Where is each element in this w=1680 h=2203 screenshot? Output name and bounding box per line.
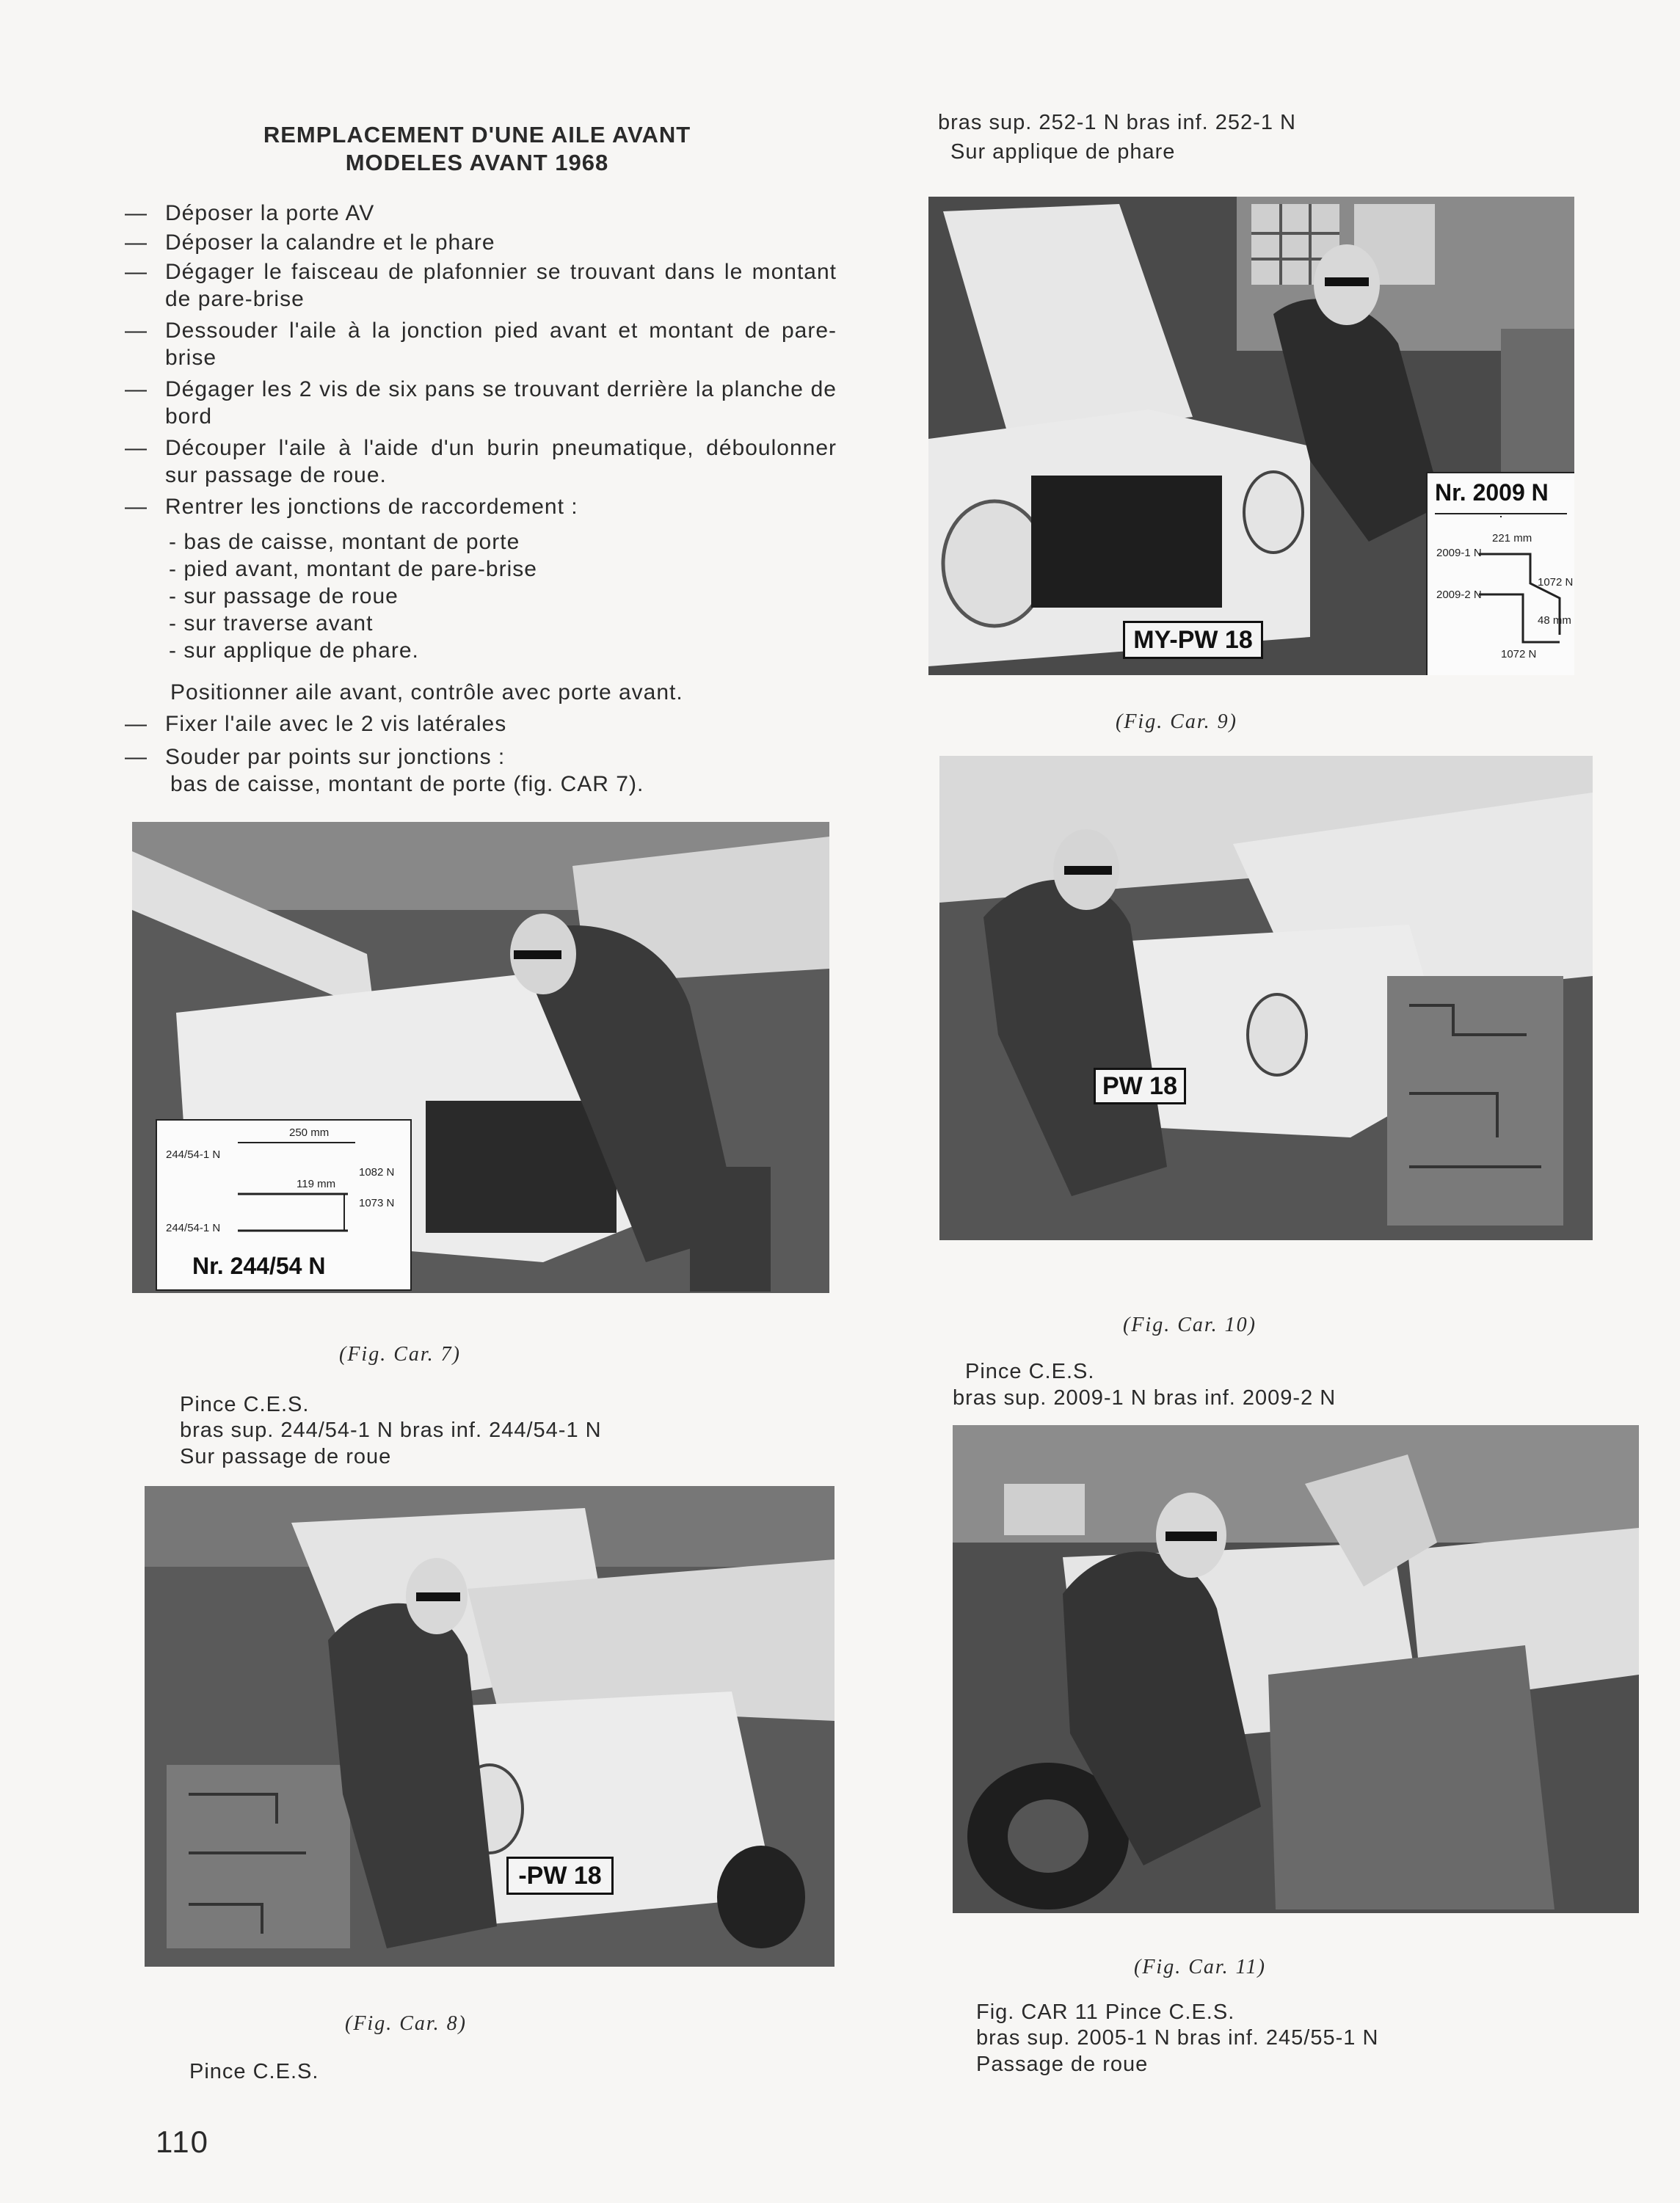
inset-fig7-text: 250 mm — [289, 1126, 330, 1139]
tool-diagram-fig9 — [1428, 473, 1574, 675]
step-text: Rentrer les jonctions de raccordement : — [165, 495, 578, 519]
step-item — [125, 200, 837, 227]
inset-fig7-text: 1073 N — [359, 1197, 395, 1209]
step-text: Dessouder l'aile à la jonction pied avant et montant de pare-brise — [165, 318, 837, 370]
caption-fig7: (Fig. Car. 7) — [339, 1343, 461, 1366]
step-text: Déposer la porte AV — [165, 201, 375, 225]
inset-fig7-text: 1082 N — [359, 1166, 395, 1179]
photo-fig9 — [928, 197, 1574, 675]
fig11-desc1: Fig. CAR 11 Pince C.E.S. — [976, 2000, 1235, 2024]
step-item — [125, 317, 837, 371]
step-text: Dégager les 2 vis de six pans se trouvant derrière la planche de bord — [165, 377, 837, 429]
photo-fig11 — [953, 1425, 1639, 1913]
inset-fig9-label: Nr. 2009 N — [1435, 479, 1549, 506]
license-plate-fig10: PW 18 — [1094, 1068, 1186, 1104]
step-dash: — — [125, 712, 148, 736]
step-item — [125, 493, 837, 520]
photo-fig11-illustration — [953, 1425, 1639, 1913]
junction-item: - sur passage de roue — [169, 584, 399, 608]
inset-fig9-text: 1072 N — [1538, 576, 1574, 589]
photo-fig8 — [145, 1486, 834, 1967]
caption-fig10: (Fig. Car. 10) — [1123, 1314, 1257, 1336]
step-item — [125, 710, 837, 738]
junction-item: - sur applique de phare. — [169, 638, 419, 663]
step-item — [125, 258, 837, 313]
junction-item: - pied avant, montant de pare-brise — [169, 557, 537, 581]
caption-fig8: (Fig. Car. 8) — [345, 2012, 467, 2035]
photo-fig8-illustration — [145, 1486, 834, 1967]
inset-fig7-text: 119 mm — [297, 1178, 336, 1190]
step-text: Fixer l'aile avec le 2 vis latérales — [165, 712, 507, 736]
step-dash: — — [125, 745, 148, 769]
step-item — [125, 743, 837, 771]
souder-detail: bas de caisse, montant de porte (fig. CAR 7). — [170, 772, 644, 796]
fig11-desc3: Passage de roue — [976, 2053, 1149, 2076]
fig7-desc3: Sur passage de roue — [180, 1445, 392, 1468]
inset-fig9-text: 2009-2 N — [1436, 589, 1482, 601]
position-text: Positionner aile avant, contrôle avec porte avant. — [170, 680, 683, 704]
step-dash: — — [125, 230, 148, 255]
step-text: Découper l'aile à l'aide d'un burin pneumatique, déboulonner sur passage de roue. — [165, 436, 837, 487]
step-dash: — — [125, 318, 148, 343]
section-title-line1: REMPLACEMENT D'UNE AILE AVANT — [263, 122, 691, 148]
right-top-line2: Sur applique de phare — [950, 140, 1176, 164]
junction-item: - bas de caisse, montant de porte — [169, 530, 520, 554]
photo-fig10 — [939, 756, 1593, 1240]
caption-fig9: (Fig. Car. 9) — [1116, 710, 1237, 733]
fig10-desc1: Pince C.E.S. — [965, 1360, 1095, 1383]
fig8-desc1: Pince C.E.S. — [189, 2060, 319, 2083]
license-plate-fig9: MY-PW 18 — [1123, 621, 1263, 659]
caption-fig11: (Fig. Car. 11) — [1134, 1956, 1266, 1978]
step-text: Déposer la calandre et le phare — [165, 230, 495, 255]
step-text: Souder par points sur jonctions : — [165, 745, 506, 769]
fig7-desc1: Pince C.E.S. — [180, 1393, 310, 1416]
junction-item: - sur traverse avant — [169, 611, 374, 636]
license-plate-fig8: -PW 18 — [506, 1857, 614, 1895]
inset-fig7 — [156, 1119, 412, 1291]
inset-fig9-text: 1072 N — [1501, 648, 1537, 660]
right-top-line1: bras sup. 252-1 N bras inf. 252-1 N — [938, 111, 1296, 134]
step-text: Dégager le faisceau de plafonnier se trouvant dans le montant de pare-brise — [165, 260, 837, 311]
inset-fig9-text: 2009-1 N — [1436, 547, 1482, 559]
inset-fig9 — [1426, 472, 1574, 675]
step-item — [125, 434, 837, 489]
junction-list — [169, 528, 537, 664]
inset-fig7-text: 244/54-1 N — [166, 1222, 221, 1234]
inset-fig9-text: 221 mm — [1492, 532, 1532, 545]
fig7-desc2: bras sup. 244/54-1 N bras inf. 244/54-1 N — [180, 1419, 602, 1442]
page-number: 110 — [156, 2124, 209, 2159]
steps-list-2 — [125, 710, 837, 771]
photo-fig7 — [132, 822, 829, 1293]
inset-fig7-text: 244/54-1 N — [166, 1148, 221, 1161]
inset-fig7-label: Nr. 244/54 N — [192, 1253, 326, 1279]
step-dash: — — [125, 201, 148, 225]
step-dash: — — [125, 377, 148, 401]
fig11-desc2: bras sup. 2005-1 N bras inf. 245/55-1 N — [976, 2026, 1379, 2050]
fig10-desc2: bras sup. 2009-1 N bras inf. 2009-2 N — [953, 1386, 1337, 1410]
inset-fig9-text: 48 mm — [1538, 614, 1571, 627]
step-dash: — — [125, 436, 148, 460]
step-dash: — — [125, 495, 148, 519]
step-item — [125, 376, 837, 430]
step-dash: — — [125, 260, 148, 284]
step-item — [125, 229, 837, 256]
photo-fig10-illustration — [939, 756, 1593, 1240]
section-title-line2: MODELES AVANT 1968 — [345, 150, 609, 175]
steps-list — [125, 200, 837, 520]
